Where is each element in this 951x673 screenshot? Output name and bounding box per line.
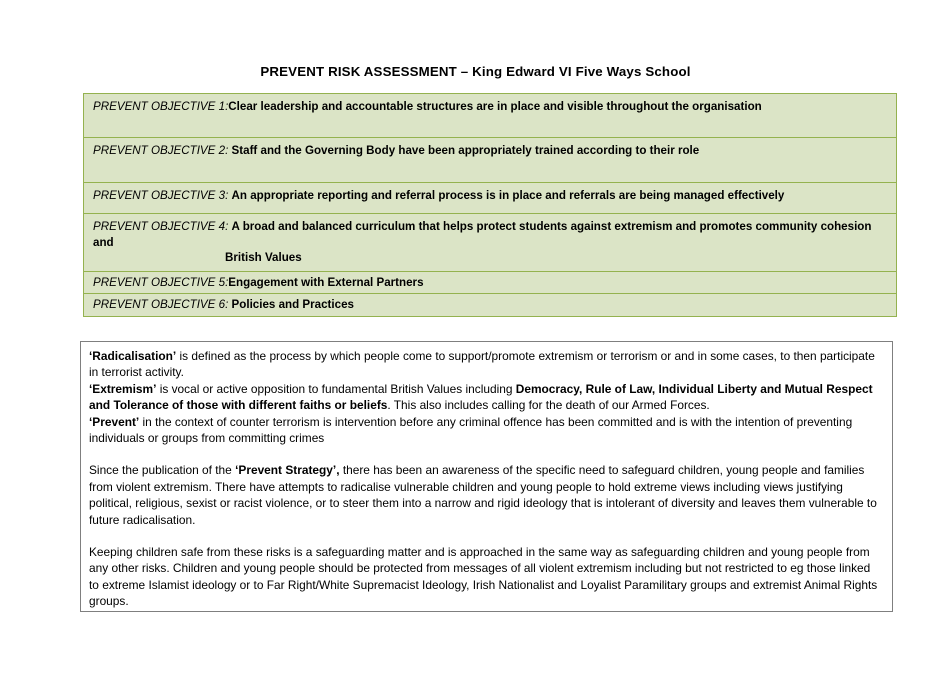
british-values-list: Democracy, Rule of Law, Individual Liberty and Mutual Respect and Tolerance of those with different faiths or beliefs bbox=[89, 381, 873, 413]
table-row bbox=[84, 214, 897, 272]
objective-cell-4 bbox=[84, 214, 897, 272]
objective-cell-5 bbox=[84, 271, 897, 294]
term-radicalisation-body: is defined as the process by which people come to support/promote extremism or terrorism or and in some cases, to then participate in terrorist activity. bbox=[89, 349, 875, 380]
objective-label-1: PREVENT OBJECTIVE 1: bbox=[93, 100, 229, 113]
objective-text-4-continued: British Values bbox=[225, 251, 302, 264]
definitions-text-box bbox=[80, 341, 893, 612]
definition-paragraph-radicalisation bbox=[89, 348, 883, 381]
objective-text-5: Engagement with External Partners bbox=[228, 275, 424, 289]
table-row bbox=[84, 294, 897, 317]
objective-text-3: An appropriate reporting and referral process is in place and referrals are being managed effectively bbox=[231, 189, 785, 202]
term-extremism: ‘Extremism’ bbox=[89, 381, 157, 396]
term-prevent: ‘Prevent’ bbox=[89, 414, 140, 429]
objective-label-4: PREVENT OBJECTIVE 4: bbox=[93, 220, 229, 233]
term-extremism-body-2: . This also includes calling for the death of our Armed Forces. bbox=[387, 398, 710, 413]
table-row bbox=[84, 271, 897, 294]
objective-cell-1 bbox=[84, 94, 897, 138]
objective-text-6: Policies and Practices bbox=[231, 298, 354, 311]
objective-label-2: PREVENT OBJECTIVE 2: bbox=[93, 144, 229, 157]
objective-label-5: PREVENT OBJECTIVE 5: bbox=[93, 275, 229, 289]
table-row bbox=[84, 138, 897, 183]
definition-paragraph-extremism bbox=[89, 381, 883, 414]
paragraph-2-after: there has been an awareness of the specific need to safeguard children, young people and families from violent extremism. There have attempts to radicalise vulnerable children and young people to hold extreme views including views justifying political, religious, sexist or racist violence, or to steer them into a narrow and rigid ideology that is intolerant of diversity and leaves them vulnerable to future radicalisation. bbox=[89, 463, 877, 527]
definition-paragraph-prevent bbox=[89, 414, 883, 447]
objective-label-3: PREVENT OBJECTIVE 3: bbox=[93, 189, 229, 202]
term-extremism-body-1: is vocal or active opposition to fundamental British Values including bbox=[156, 381, 516, 396]
prevent-objectives-table bbox=[83, 93, 897, 317]
objective-cell-3 bbox=[84, 183, 897, 214]
page-title: PREVENT RISK ASSESSMENT – King Edward VI Five Ways School bbox=[260, 64, 691, 79]
objective-cell-2 bbox=[84, 138, 897, 183]
table-row bbox=[84, 94, 897, 138]
objective-text-2: Staff and the Governing Body have been appropriately trained according to their role bbox=[231, 144, 700, 157]
objective-label-6: PREVENT OBJECTIVE 6: bbox=[93, 298, 229, 311]
prevent-strategy-term: ‘Prevent Strategy’, bbox=[235, 463, 340, 478]
paragraph-safeguarding: Keeping children safe from these risks is a safeguarding matter and is approached in the same way as safeguarding children and young people from any other risks. Children and young people should be protected from messages of all violent extremism including but not restricted to eg those linked to extreme Islamist ideology or to Far Right/White Supremacist Ideology, Irish Nationalist and Loyalist Paramilitary groups and extremist Animal Rights groups. bbox=[89, 545, 878, 609]
paragraph-prevent-strategy bbox=[89, 462, 883, 528]
term-radicalisation: ‘Radicalisation’ bbox=[89, 349, 177, 363]
paragraph-2-before: Since the publication of the bbox=[89, 463, 236, 478]
objective-cell-6 bbox=[84, 294, 897, 317]
table-row bbox=[84, 183, 897, 214]
objective-text-1: Clear leadership and accountable structures are in place and visible throughout the organisation bbox=[228, 100, 762, 113]
objective-text-4: A broad and balanced curriculum that helps protect students against extremism and promotes community cohesion and bbox=[93, 220, 872, 249]
term-prevent-body: in the context of counter terrorism is intervention before any criminal offence has been committed and is with the intention of preventing individuals or groups from committing crimes bbox=[89, 414, 853, 446]
